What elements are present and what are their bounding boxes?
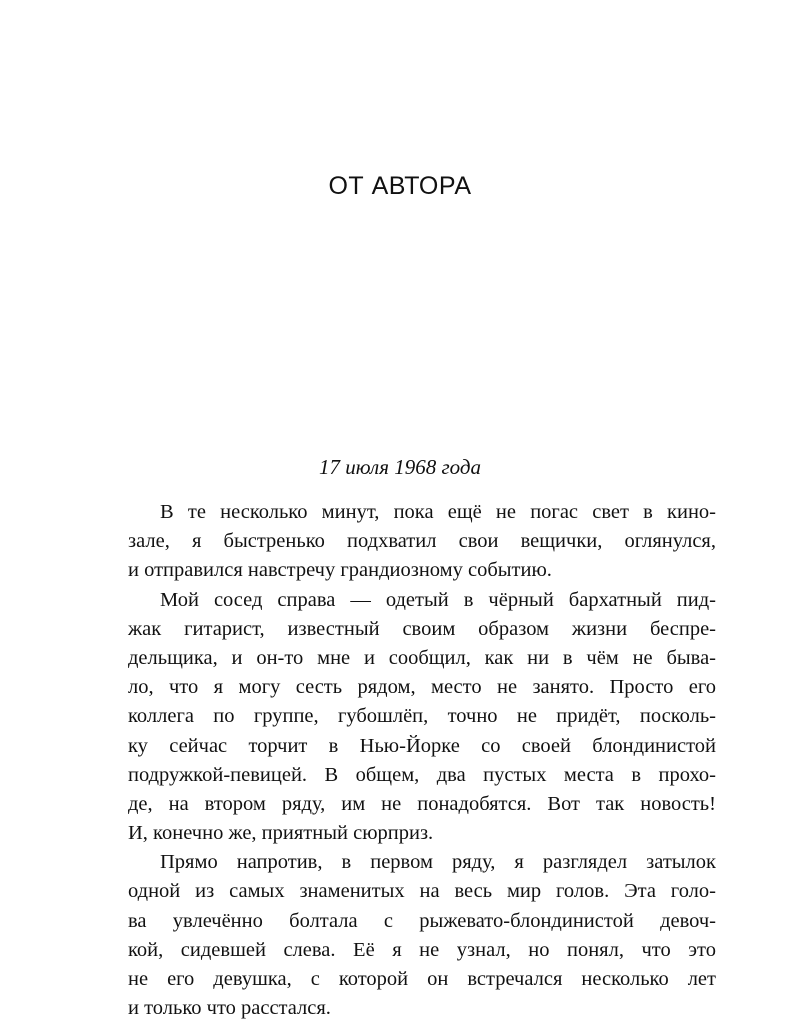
text-line: и отправился навстречу грандиозному событию. (128, 559, 552, 582)
text-line: кой, сидевшей слева. Её я не узнал, но понял, что это (128, 938, 716, 961)
text-line: одной из самых знаменитых на весь мир голов. Эта голо- (128, 880, 716, 903)
date-heading: 17 июля 1968 года (319, 455, 481, 479)
text-line: В те несколько минут, пока ещё не погас свет в кино- (160, 501, 716, 523)
text-line: ва увлечённо болтала с рыжевато-блондинистой девоч- (128, 909, 716, 932)
text-line: и только что расстался. (128, 997, 331, 1020)
text-line: дельщика, и он-то мне и сообщил, как ни в чём не быва- (128, 646, 716, 669)
text-line: Прямо напротив, в первом ряду, я разглядел затылок (160, 851, 716, 874)
body-text (128, 498, 716, 1023)
text-line: жак гитарист, известный своим образом жизни беспре- (128, 617, 716, 640)
text-line: де, на втором ряду, им не понадобятся. Вот так новость! (128, 792, 716, 815)
chapter-title: ОТ АВТОРА (328, 172, 472, 200)
text-line: не его девушка, с которой он встречался несколько лет (128, 968, 716, 990)
text-line: коллега по группе, губошлёп, точно не придёт, посколь- (128, 705, 716, 728)
text-line: ло, что я могу сесть рядом, место не занято. Просто его (128, 676, 716, 699)
text-line: подружкой-певицей. В общем, два пустых места в прохо- (128, 763, 716, 786)
text-line: И, конечно же, приятный сюрприз. (128, 822, 434, 845)
text-line: зале, я быстренько подхватил свои вещички, оглянулся, (128, 530, 716, 553)
text-line: ку сейчас торчит в Нью-Йорке со своей блондинистой (128, 734, 716, 757)
text-line: Мой сосед справа — одетый в чёрный бархатный пид- (160, 588, 716, 611)
